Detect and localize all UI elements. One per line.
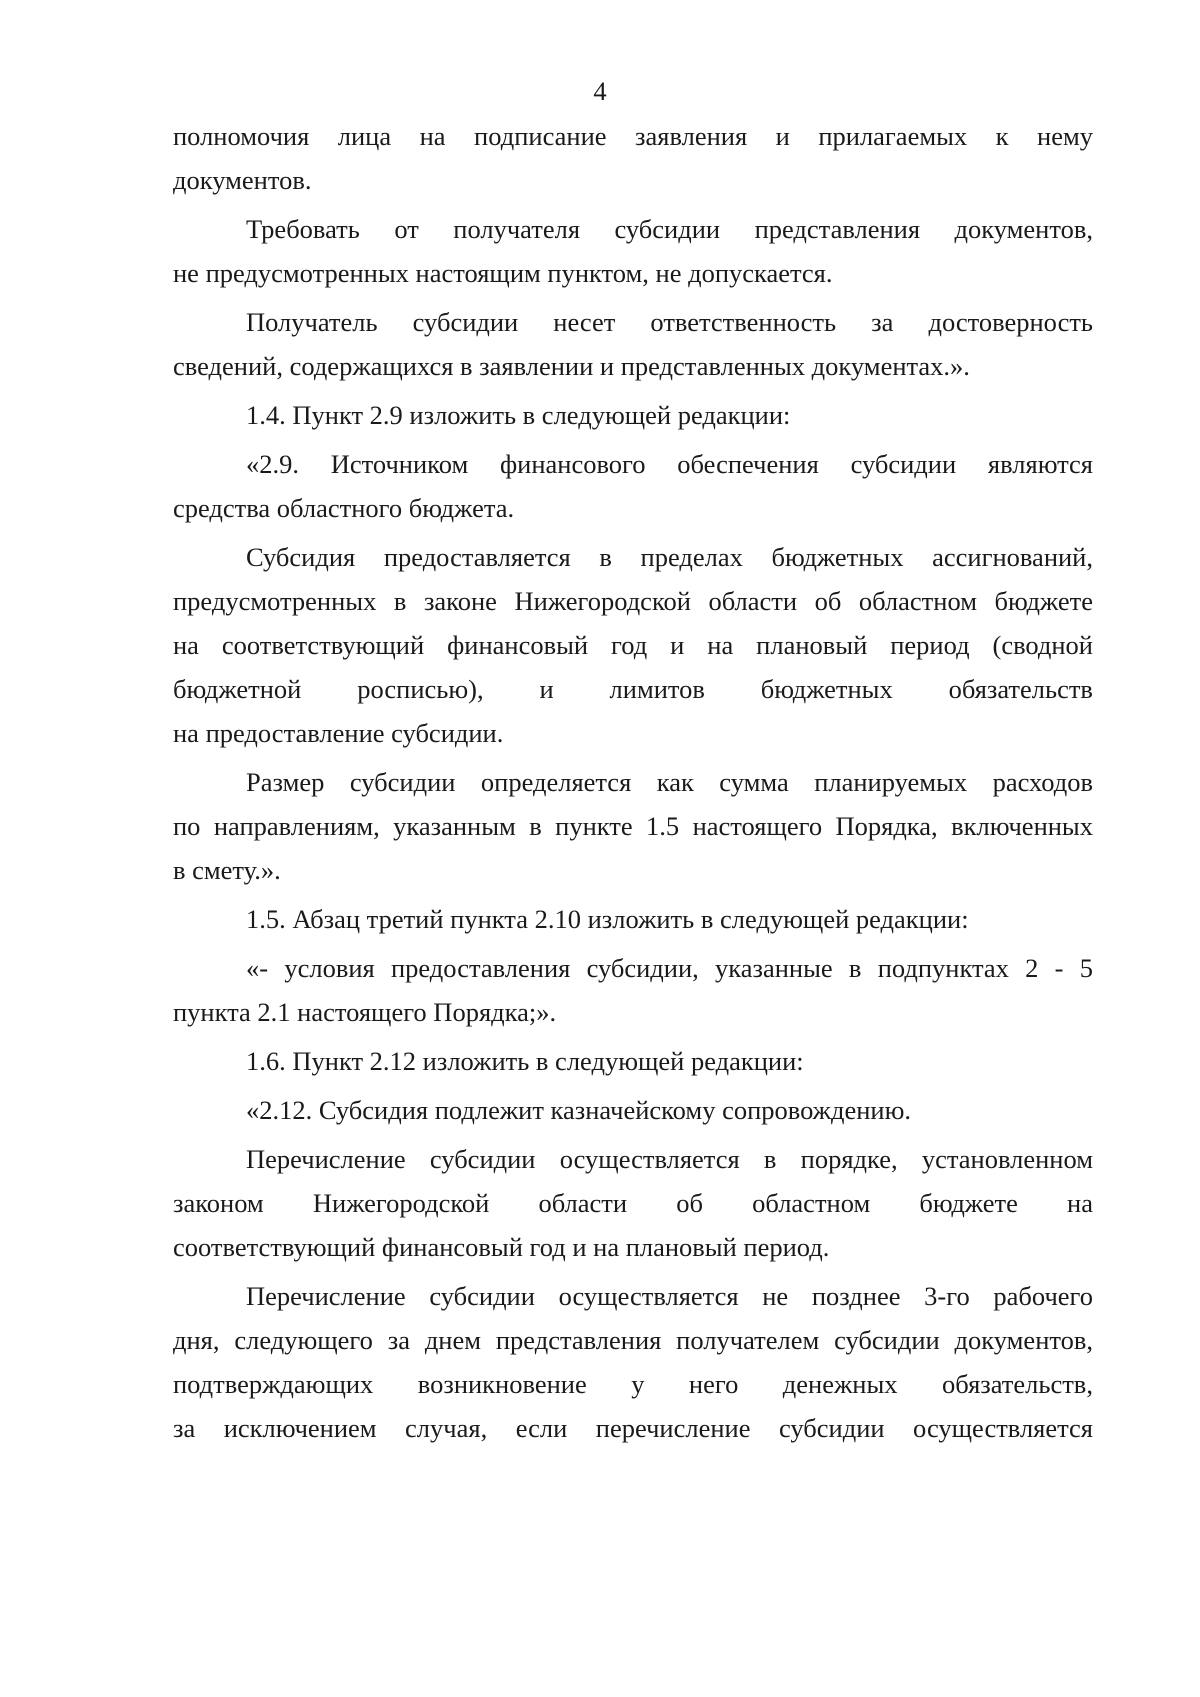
- text-line: Перечисление субсидии осуществляется в порядке, установленном: [246, 1144, 1093, 1174]
- word: лимитов: [609, 674, 705, 704]
- word: законом: [173, 1188, 264, 1218]
- word: подтверждающих: [173, 1369, 374, 1399]
- word: Нижегородской: [312, 1188, 490, 1218]
- paragraph: [173, 897, 1093, 941]
- text-line: Требовать от получателя субсидии представления документов,: [246, 214, 1093, 244]
- text-line: предусмотренных в законе Нижегородской области об областном бюджете: [173, 586, 1093, 616]
- text-line: Субсидия предоставляется в пределах бюджетных ассигнований,: [246, 542, 1093, 572]
- word: у: [631, 1369, 645, 1399]
- paragraph: [173, 1088, 1093, 1132]
- word: на: [1067, 1188, 1093, 1218]
- text-line: 1.6. Пункт 2.12 изложить в следующей редакции:: [246, 1046, 804, 1076]
- paragraph: [173, 207, 1093, 295]
- text-line: дня, следующего за днем представления получателем субсидии документов,: [173, 1325, 1093, 1355]
- paragraph: [173, 300, 1093, 388]
- text-line: на предоставление субсидии.: [173, 718, 504, 748]
- text-line: 1.5. Абзац третий пункта 2.10 изложить в следующей редакции:: [246, 904, 969, 934]
- text-line: [173, 1181, 1093, 1225]
- text-line: Размер субсидии определяется как сумма планируемых расходов: [246, 767, 1093, 797]
- text-line: на соответствующий финансовый год и на плановый период (сводной: [173, 630, 1093, 660]
- word: бюджете: [919, 1188, 1018, 1218]
- word: денежных: [782, 1369, 898, 1399]
- word: области: [538, 1188, 628, 1218]
- text-line: документов.: [173, 165, 312, 195]
- text-line: Получатель субсидии несет ответственность за достоверность: [246, 307, 1093, 337]
- text-line: пункта 2.1 настоящего Порядка;».: [173, 997, 557, 1027]
- paragraph: [173, 1137, 1093, 1269]
- paragraph: [173, 1039, 1093, 1083]
- paragraph: [173, 946, 1093, 1034]
- text-line: 1.4. Пункт 2.9 изложить в следующей редакции:: [246, 400, 791, 430]
- page-number: 4: [593, 76, 607, 106]
- text-line: за исключением случая, если перечисление субсидии осуществляется: [173, 1413, 1093, 1443]
- word: росписью),: [357, 674, 484, 704]
- word: обязательств: [948, 674, 1093, 704]
- paragraph: [173, 535, 1093, 755]
- text-line: по направлениям, указанным в пункте 1.5 настоящего Порядка, включенных: [173, 811, 1093, 841]
- paragraph: [173, 442, 1093, 530]
- document-body: [173, 114, 1093, 1455]
- paragraph: [173, 393, 1093, 437]
- paragraph: [173, 760, 1093, 892]
- word: бюджетной: [173, 674, 302, 704]
- paragraph: [173, 114, 1093, 202]
- text-line: «2.12. Субсидия подлежит казначейскому сопровождению.: [246, 1095, 912, 1125]
- word: возникновение: [417, 1369, 587, 1399]
- word: бюджетных: [760, 674, 893, 704]
- word: областном: [752, 1188, 871, 1218]
- text-line: [173, 1362, 1093, 1406]
- text-line: соответствующий финансовый год и на плановый период.: [173, 1232, 830, 1262]
- word: него: [688, 1369, 739, 1399]
- text-line: [173, 667, 1093, 711]
- text-line: полномочия лица на подписание заявления и прилагаемых к нему: [173, 121, 1093, 151]
- word: обязательств,: [942, 1369, 1093, 1399]
- text-line: «2.9. Источником финансового обеспечения субсидии являются: [246, 449, 1093, 479]
- text-line: средства областного бюджета.: [173, 493, 515, 523]
- text-line: в смету.».: [173, 855, 281, 885]
- text-line: Перечисление субсидии осуществляется не позднее 3-го рабочего: [246, 1281, 1093, 1311]
- word: об: [676, 1188, 703, 1218]
- text-line: не предусмотренных настоящим пунктом, не допускается.: [173, 258, 833, 288]
- text-line: сведений, содержащихся в заявлении и представленных документах.».: [173, 351, 970, 381]
- word: и: [539, 674, 554, 704]
- text-line: «- условия предоставления субсидии, указанные в подпунктах 2 - 5: [246, 953, 1093, 983]
- paragraph: [173, 1274, 1093, 1450]
